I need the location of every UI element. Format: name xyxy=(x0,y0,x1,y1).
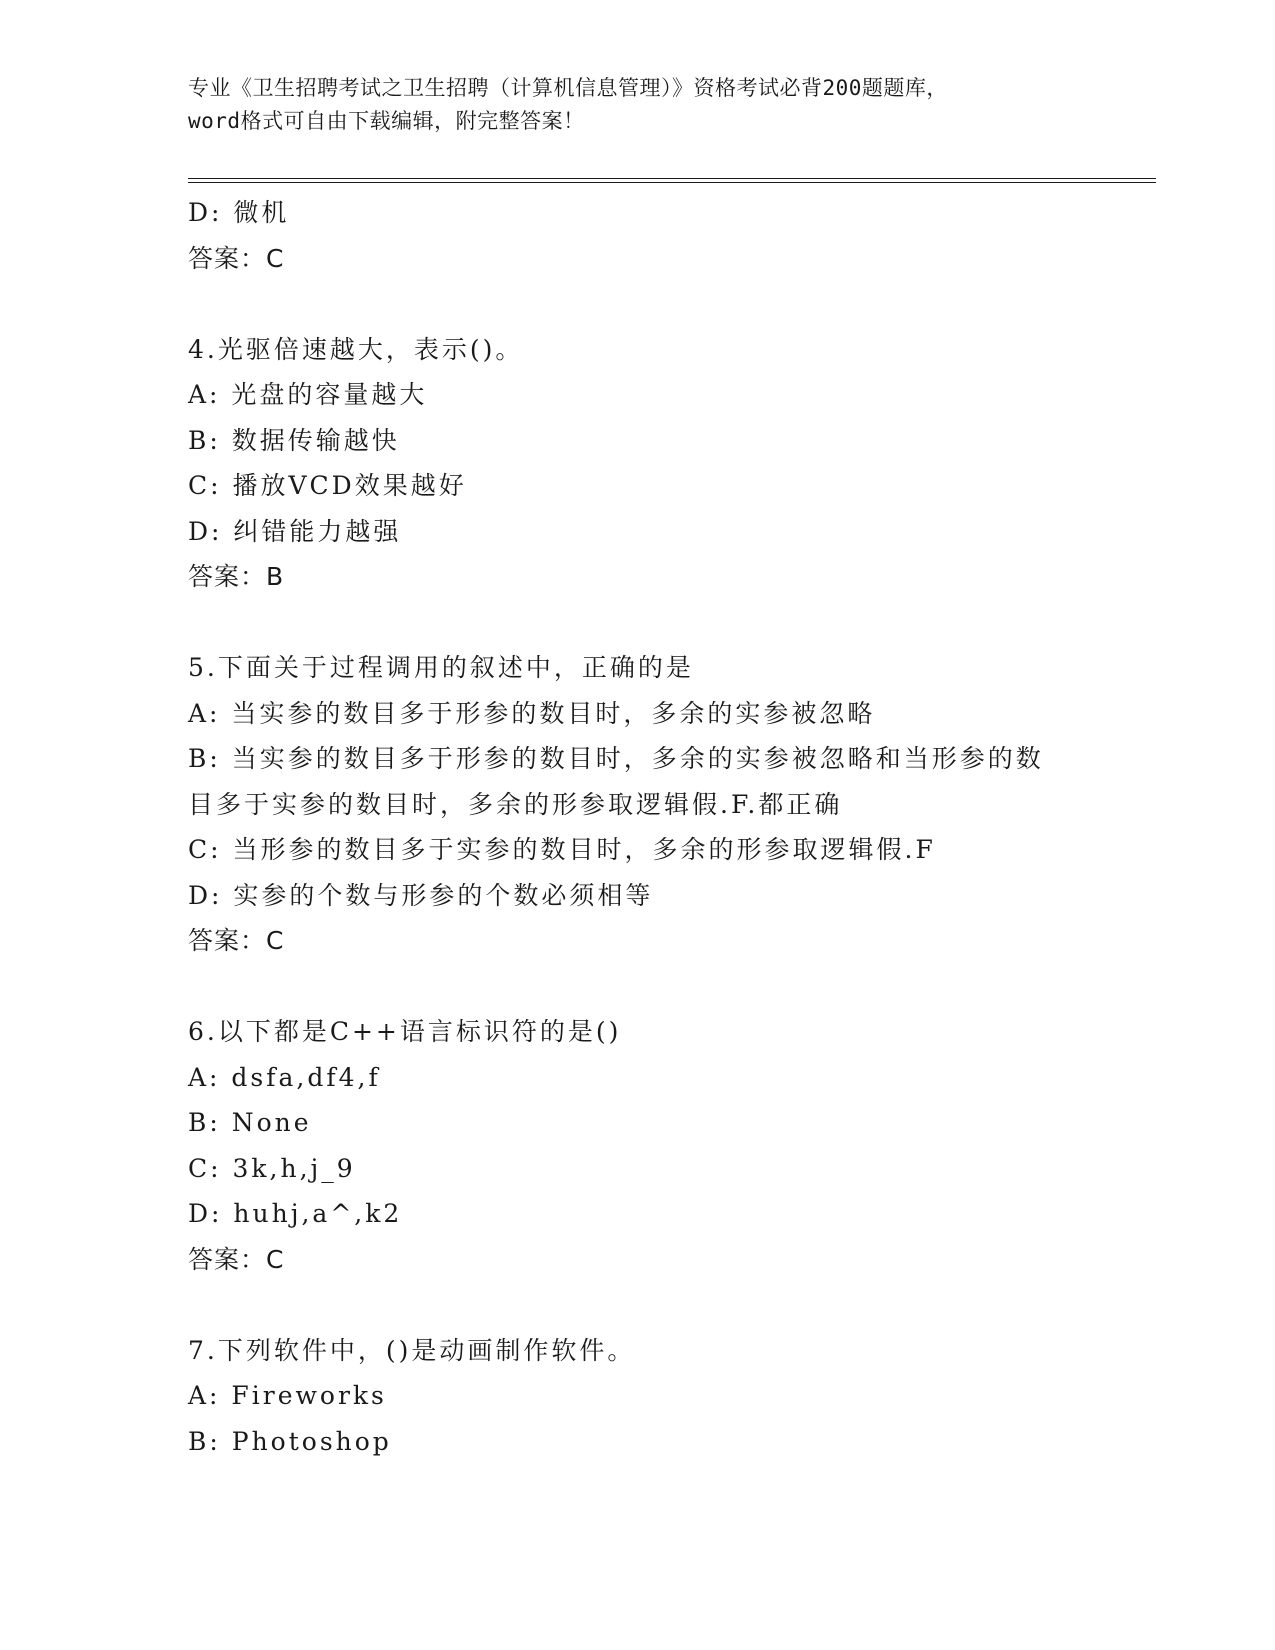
question-spacer xyxy=(188,600,1088,646)
question-7-option-b: B: Photoshop xyxy=(188,1426,392,1456)
question-5-stem: 5.下面关于过程调用的叙述中，正确的是 xyxy=(188,653,694,682)
question-5-option-b: B: 当实参的数目多于形参的数目时，多余的实参被忽略和当形参的数 xyxy=(188,744,1044,773)
question-6 xyxy=(188,1009,1088,1282)
question-spacer xyxy=(188,964,1088,1010)
question-7 xyxy=(188,1328,1088,1465)
question-6-stem: 6.以下都是C++语言标识符的是() xyxy=(188,1017,622,1046)
question-5 xyxy=(188,645,1088,964)
question-3-option-d: D: 微机 xyxy=(188,198,290,227)
header-title-line-1: 专业《卫生招聘考试之卫生招聘（计算机信息管理）》资格考试必背200题题库， xyxy=(188,76,948,100)
question-6-answer: 答案：C xyxy=(188,1244,285,1274)
question-5-answer: 答案：C xyxy=(188,926,285,955)
question-4-option-d: D: 纠错能力越强 xyxy=(188,516,402,546)
question-7-option-a: A: Fireworks xyxy=(188,1381,387,1410)
question-list xyxy=(188,190,1088,1464)
question-7-stem: 7.下列软件中，()是动画制作软件。 xyxy=(188,1335,636,1365)
header-title-line-2: word格式可自由下载编辑，附完整答案！ xyxy=(188,109,585,133)
question-3-fragment xyxy=(188,190,1088,281)
header-divider xyxy=(188,178,1156,183)
question-4-answer: 答案：B xyxy=(188,562,285,591)
question-4 xyxy=(188,327,1088,600)
question-3-answer: 答案：C xyxy=(188,243,285,273)
question-4-option-c: C: 播放VCD效果越好 xyxy=(188,471,467,500)
question-5-option-d: D: 实参的个数与形参的个数必须相等 xyxy=(188,880,654,910)
question-6-option-c: C: 3k,h,j_9 xyxy=(188,1153,356,1183)
question-4-option-a: A: 光盘的容量越大 xyxy=(188,380,428,409)
question-spacer xyxy=(188,1282,1088,1328)
question-spacer xyxy=(188,281,1088,327)
question-5-option-c: C: 当形参的数目多于实参的数目时，多余的形参取逻辑假.F xyxy=(188,835,936,864)
question-6-option-d: D: huhj,a^,k2 xyxy=(188,1199,403,1228)
question-6-option-a: A: dsfa,df4,f xyxy=(188,1062,381,1092)
question-4-option-b: B: 数据传输越快 xyxy=(188,425,400,455)
question-6-option-b: B: None xyxy=(188,1108,312,1137)
question-4-stem: 4.光驱倍速越大，表示()。 xyxy=(188,334,524,364)
question-5-option-a: A: 当实参的数目多于形参的数目时，多余的实参被忽略 xyxy=(188,698,876,728)
question-5-option-b-continued: 目多于实参的数目时，多余的形参取逻辑假.F.都正确 xyxy=(188,789,843,819)
page-header xyxy=(188,72,1088,138)
